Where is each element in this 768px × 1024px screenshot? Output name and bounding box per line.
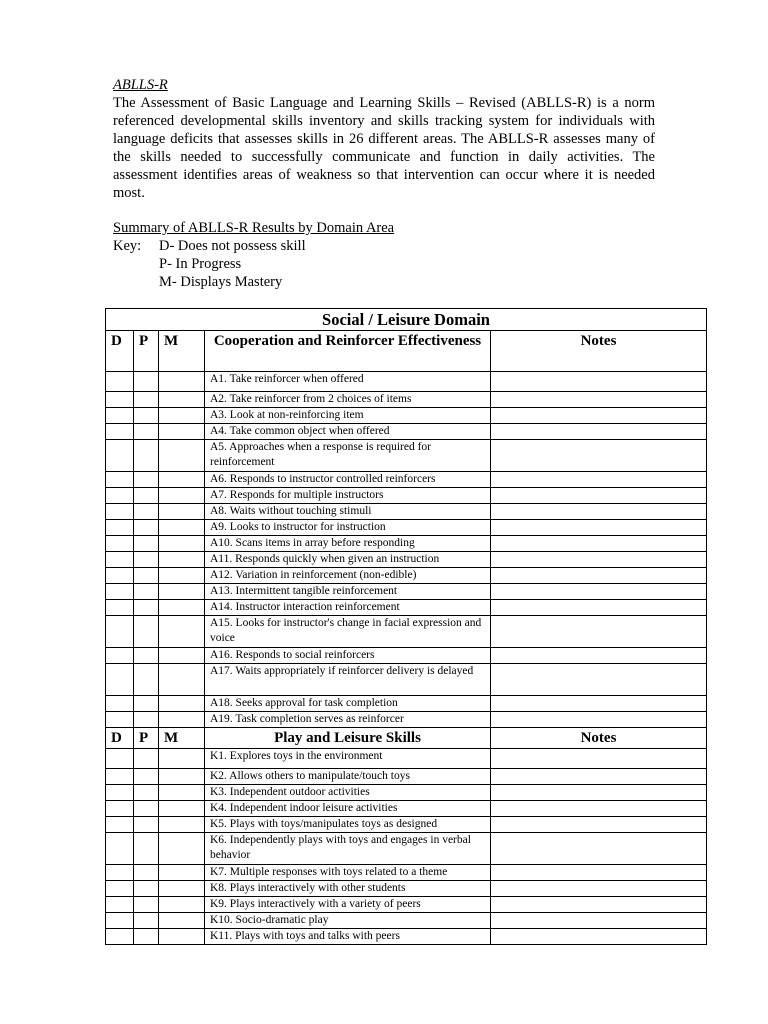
skill-label: A12. Variation in reinforcement (non-edible) — [205, 568, 491, 584]
mark-p-cell[interactable] — [134, 897, 159, 913]
mark-d-cell[interactable] — [106, 372, 134, 392]
mark-p-cell[interactable] — [134, 552, 159, 568]
mark-m-cell[interactable] — [159, 801, 205, 817]
skill-row — [106, 712, 707, 728]
skill-row — [106, 488, 707, 504]
mark-p-cell[interactable] — [134, 881, 159, 897]
mark-m-cell[interactable] — [159, 664, 205, 696]
skill-row — [106, 600, 707, 616]
notes-cell[interactable] — [491, 865, 707, 881]
mark-p-cell[interactable] — [134, 504, 159, 520]
mark-m-cell[interactable] — [159, 616, 205, 648]
mark-p-cell[interactable] — [134, 865, 159, 881]
notes-cell[interactable] — [491, 749, 707, 769]
column-header-d: D — [106, 728, 134, 749]
notes-cell[interactable] — [491, 600, 707, 616]
column-header-d: D — [106, 331, 134, 372]
mark-p-cell[interactable] — [134, 536, 159, 552]
mark-d-cell[interactable] — [106, 897, 134, 913]
notes-cell[interactable] — [491, 552, 707, 568]
mark-p-cell[interactable] — [134, 664, 159, 696]
mark-p-cell[interactable] — [134, 801, 159, 817]
mark-p-cell[interactable] — [134, 817, 159, 833]
notes-cell[interactable] — [491, 616, 707, 648]
skill-row — [106, 769, 707, 785]
mark-p-cell[interactable] — [134, 696, 159, 712]
skill-label: A5. Approaches when a response is required for reinforcement — [205, 440, 491, 472]
mark-p-cell[interactable] — [134, 929, 159, 945]
skill-label: A2. Take reinforcer from 2 choices of items — [205, 392, 491, 408]
skill-label: A9. Looks to instructor for instruction — [205, 520, 491, 536]
mark-m-cell[interactable] — [159, 749, 205, 769]
mark-p-cell[interactable] — [134, 440, 159, 472]
section-header-row — [106, 728, 707, 749]
mark-p-cell[interactable] — [134, 648, 159, 664]
mark-d-cell[interactable] — [106, 664, 134, 696]
mark-d-cell[interactable] — [106, 801, 134, 817]
skill-row — [106, 749, 707, 769]
mark-d-cell[interactable] — [106, 584, 134, 600]
skill-row — [106, 785, 707, 801]
skill-label: A11. Responds quickly when given an instruction — [205, 552, 491, 568]
skill-label: K5. Plays with toys/manipulates toys as designed — [205, 817, 491, 833]
mark-d-cell[interactable] — [106, 440, 134, 472]
mark-p-cell[interactable] — [134, 520, 159, 536]
mark-m-cell[interactable] — [159, 504, 205, 520]
skill-row — [106, 472, 707, 488]
mark-m-cell[interactable] — [159, 696, 205, 712]
mark-m-cell[interactable] — [159, 913, 205, 929]
mark-p-cell[interactable] — [134, 472, 159, 488]
skill-label: K11. Plays with toys and talks with peers — [205, 929, 491, 945]
notes-cell[interactable] — [491, 664, 707, 696]
notes-cell[interactable] — [491, 801, 707, 817]
notes-cell[interactable] — [491, 696, 707, 712]
mark-m-cell[interactable] — [159, 929, 205, 945]
notes-cell[interactable] — [491, 472, 707, 488]
skill-row — [106, 833, 707, 865]
column-header-p: P — [134, 728, 159, 749]
column-header-notes: Notes — [491, 728, 707, 749]
section-title: Play and Leisure Skills — [205, 728, 491, 749]
skill-label: A19. Task completion serves as reinforcer — [205, 712, 491, 728]
skill-row — [106, 696, 707, 712]
mark-p-cell[interactable] — [134, 600, 159, 616]
skill-label: K6. Independently plays with toys and engages in verbal behavior — [205, 833, 491, 865]
column-header-m: M — [159, 728, 205, 749]
mark-d-cell[interactable] — [106, 696, 134, 712]
skill-label: A8. Waits without touching stimuli — [205, 504, 491, 520]
mark-d-cell[interactable] — [106, 929, 134, 945]
mark-m-cell[interactable] — [159, 536, 205, 552]
mark-d-cell[interactable] — [106, 536, 134, 552]
mark-d-cell[interactable] — [106, 648, 134, 664]
mark-m-cell[interactable] — [159, 817, 205, 833]
mark-d-cell[interactable] — [106, 424, 134, 440]
mark-d-cell[interactable] — [106, 600, 134, 616]
skill-label: K3. Independent outdoor activities — [205, 785, 491, 801]
skill-label: K7. Multiple responses with toys related to a theme — [205, 865, 491, 881]
section-title: Cooperation and Reinforcer Effectiveness — [205, 331, 491, 372]
mark-m-cell[interactable] — [159, 552, 205, 568]
mark-m-cell[interactable] — [159, 865, 205, 881]
document-title: ABLLS-R — [113, 77, 168, 93]
mark-p-cell[interactable] — [134, 424, 159, 440]
key-item-p: P- In Progress — [159, 256, 242, 272]
mark-p-cell[interactable] — [134, 392, 159, 408]
mark-d-cell[interactable] — [106, 881, 134, 897]
domain-title: Social / Leisure Domain — [106, 309, 707, 331]
notes-cell[interactable] — [491, 929, 707, 945]
skill-label: K10. Socio-dramatic play — [205, 913, 491, 929]
mark-d-cell[interactable] — [106, 785, 134, 801]
domain-title-row — [106, 309, 707, 331]
key-item-m: M- Displays Mastery — [159, 274, 283, 290]
mark-d-cell[interactable] — [106, 392, 134, 408]
notes-cell[interactable] — [491, 881, 707, 897]
skill-label: K4. Independent indoor leisure activities — [205, 801, 491, 817]
mark-m-cell[interactable] — [159, 712, 205, 728]
notes-cell[interactable] — [491, 520, 707, 536]
notes-cell[interactable] — [491, 392, 707, 408]
mark-d-cell[interactable] — [106, 913, 134, 929]
mark-p-cell[interactable] — [134, 712, 159, 728]
mark-d-cell[interactable] — [106, 833, 134, 865]
skill-row — [106, 897, 707, 913]
skill-row — [106, 881, 707, 897]
mark-d-cell[interactable] — [106, 568, 134, 584]
skill-label: K9. Plays interactively with a variety of peers — [205, 897, 491, 913]
mark-m-cell[interactable] — [159, 472, 205, 488]
notes-cell[interactable] — [491, 897, 707, 913]
skill-label: K2. Allows others to manipulate/touch toys — [205, 769, 491, 785]
notes-cell[interactable] — [491, 424, 707, 440]
notes-cell[interactable] — [491, 584, 707, 600]
notes-cell[interactable] — [491, 913, 707, 929]
mark-d-cell[interactable] — [106, 472, 134, 488]
mark-d-cell[interactable] — [106, 865, 134, 881]
mark-d-cell[interactable] — [106, 488, 134, 504]
mark-m-cell[interactable] — [159, 648, 205, 664]
mark-m-cell[interactable] — [159, 520, 205, 536]
mark-p-cell[interactable] — [134, 616, 159, 648]
mark-m-cell[interactable] — [159, 392, 205, 408]
mark-d-cell[interactable] — [106, 749, 134, 769]
mark-m-cell[interactable] — [159, 897, 205, 913]
section-header-row — [106, 331, 707, 372]
skill-label: K1. Explores toys in the environment — [205, 749, 491, 769]
notes-cell[interactable] — [491, 536, 707, 552]
skill-row — [106, 372, 707, 392]
mark-m-cell[interactable] — [159, 488, 205, 504]
skill-label: K8. Plays interactively with other students — [205, 881, 491, 897]
mark-m-cell[interactable] — [159, 785, 205, 801]
notes-cell[interactable] — [491, 440, 707, 472]
key-item-d: D- Does not possess skill — [159, 238, 306, 254]
skill-row — [106, 817, 707, 833]
mark-p-cell[interactable] — [134, 833, 159, 865]
notes-cell[interactable] — [491, 648, 707, 664]
skill-label: A3. Look at non-reinforcing item — [205, 408, 491, 424]
skill-row — [106, 584, 707, 600]
mark-m-cell[interactable] — [159, 372, 205, 392]
skill-label: A4. Take common object when offered — [205, 424, 491, 440]
key-label: Key: — [113, 238, 142, 254]
mark-p-cell[interactable] — [134, 488, 159, 504]
notes-cell[interactable] — [491, 785, 707, 801]
skill-row — [106, 616, 707, 648]
skill-row — [106, 865, 707, 881]
mark-m-cell[interactable] — [159, 568, 205, 584]
notes-cell[interactable] — [491, 568, 707, 584]
mark-d-cell[interactable] — [106, 504, 134, 520]
skill-row — [106, 504, 707, 520]
mark-m-cell[interactable] — [159, 424, 205, 440]
mark-p-cell[interactable] — [134, 408, 159, 424]
skill-row — [106, 552, 707, 568]
mark-p-cell[interactable] — [134, 372, 159, 392]
skill-row — [106, 520, 707, 536]
mark-m-cell[interactable] — [159, 769, 205, 785]
notes-cell[interactable] — [491, 817, 707, 833]
mark-p-cell[interactable] — [134, 568, 159, 584]
mark-m-cell[interactable] — [159, 833, 205, 865]
skill-row — [106, 408, 707, 424]
mark-d-cell[interactable] — [106, 616, 134, 648]
skill-row — [106, 648, 707, 664]
skill-label: A15. Looks for instructor's change in facial expression and voice — [205, 616, 491, 648]
skill-label: A13. Intermittent tangible reinforcement — [205, 584, 491, 600]
mark-d-cell[interactable] — [106, 408, 134, 424]
skill-label: A1. Take reinforcer when offered — [205, 372, 491, 392]
skill-row — [106, 424, 707, 440]
skill-row — [106, 568, 707, 584]
mark-p-cell[interactable] — [134, 584, 159, 600]
column-header-p: P — [134, 331, 159, 372]
mark-d-cell[interactable] — [106, 712, 134, 728]
mark-d-cell[interactable] — [106, 769, 134, 785]
notes-cell[interactable] — [491, 769, 707, 785]
mark-m-cell[interactable] — [159, 440, 205, 472]
mark-m-cell[interactable] — [159, 600, 205, 616]
skill-label: A10. Scans items in array before responding — [205, 536, 491, 552]
notes-cell[interactable] — [491, 833, 707, 865]
notes-cell[interactable] — [491, 488, 707, 504]
mark-m-cell[interactable] — [159, 584, 205, 600]
summary-heading: Summary of ABLLS-R Results by Domain Area — [113, 220, 395, 236]
skill-row — [106, 801, 707, 817]
skill-row — [106, 913, 707, 929]
notes-cell[interactable] — [491, 504, 707, 520]
mark-d-cell[interactable] — [106, 552, 134, 568]
skill-row — [106, 392, 707, 408]
mark-p-cell[interactable] — [134, 749, 159, 769]
skill-label: A17. Waits appropriately if reinforcer delivery is delayed — [205, 664, 491, 696]
skill-label: A16. Responds to social reinforcers — [205, 648, 491, 664]
mark-p-cell[interactable] — [134, 913, 159, 929]
mark-p-cell[interactable] — [134, 769, 159, 785]
mark-d-cell[interactable] — [106, 817, 134, 833]
mark-m-cell[interactable] — [159, 881, 205, 897]
skill-row — [106, 929, 707, 945]
skill-row — [106, 440, 707, 472]
column-header-notes: Notes — [491, 331, 707, 372]
mark-d-cell[interactable] — [106, 520, 134, 536]
notes-cell[interactable] — [491, 372, 707, 392]
skill-label: A7. Responds for multiple instructors — [205, 488, 491, 504]
mark-m-cell[interactable] — [159, 408, 205, 424]
skill-row — [106, 536, 707, 552]
results-table — [105, 308, 707, 945]
skill-label: A18. Seeks approval for task completion — [205, 696, 491, 712]
skill-row — [106, 664, 707, 696]
skill-label: A14. Instructor interaction reinforcement — [205, 600, 491, 616]
mark-p-cell[interactable] — [134, 785, 159, 801]
intro-paragraph: The Assessment of Basic Language and Learning Skills – Revised (ABLLS-R) is a norm referenced developmental skills inventory and skills tracking system for individuals with language deficits that assesses skills in 26 different areas. The ABLLS-R assesses many of the skills needed to successfully communicate and function in daily activities. The assessment identifies areas of weakness so that intervention can occur where it is needed most. — [113, 95, 655, 201]
notes-cell[interactable] — [491, 712, 707, 728]
column-header-m: M — [159, 331, 205, 372]
notes-cell[interactable] — [491, 408, 707, 424]
skill-label: A6. Responds to instructor controlled reinforcers — [205, 472, 491, 488]
